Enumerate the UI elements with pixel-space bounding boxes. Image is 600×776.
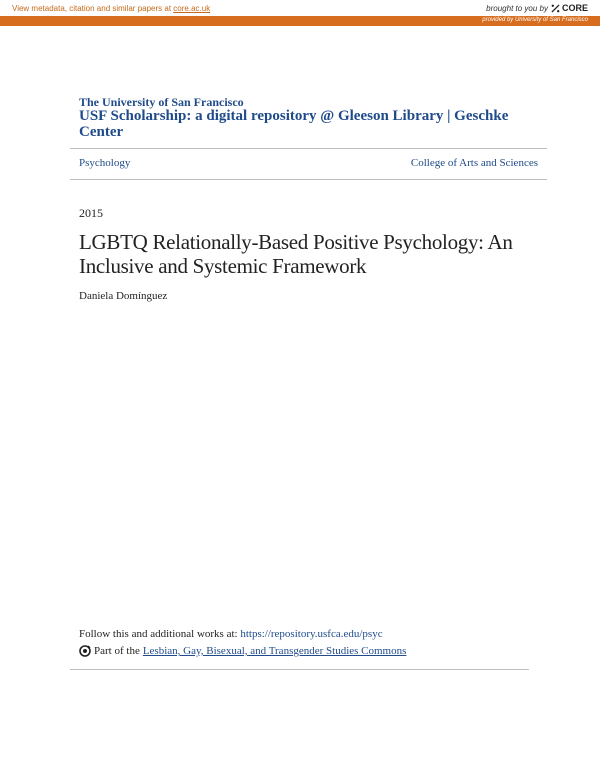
brought-by-label: brought to you by [486,3,548,13]
divider-nav [70,179,547,180]
core-metadata-label: View metadata, citation and similar papers at [12,4,172,13]
core-brought-by [486,3,588,13]
article-title: LGBTQ Relationally-Based Positive Psychology: An Inclusive and Systemic Framework [79,230,513,278]
core-logo[interactable] [551,3,588,13]
commons-link[interactable]: Lesbian, Gay, Bisexual, and Transgender Studies Commons [142,645,407,657]
follow-label: Follow this and additional works at: [79,628,238,640]
follow-url-link[interactable]: https://repository.usfca.edu/psyc [240,628,383,640]
provided-by-bar [0,16,600,26]
part-of-label: Part of the [94,645,140,657]
institution-name[interactable]: The University of San Francisco [79,95,244,109]
publication-year: 2015 [79,206,103,220]
open-access-icon [79,645,91,657]
divider-bottom [70,669,529,670]
core-logo-label: CORE [561,3,588,13]
follow-works [79,628,383,640]
provided-by-text: provided by University of San Francisco [482,17,588,23]
core-link[interactable]: core.ac.uk [173,4,211,13]
author-name: Daniela Domínguez [79,290,168,302]
divider-top [70,148,547,149]
core-logo-icon [551,4,560,13]
core-banner [0,0,600,16]
repository-title[interactable]: USF Scholarship: a digital repository @ Gleeson Library | Geschke Center [79,108,509,140]
part-of-commons [79,645,406,657]
college-link[interactable]: College of Arts and Sciences [410,157,538,169]
core-metadata-text [12,4,210,13]
department-link[interactable]: Psychology [79,157,131,169]
